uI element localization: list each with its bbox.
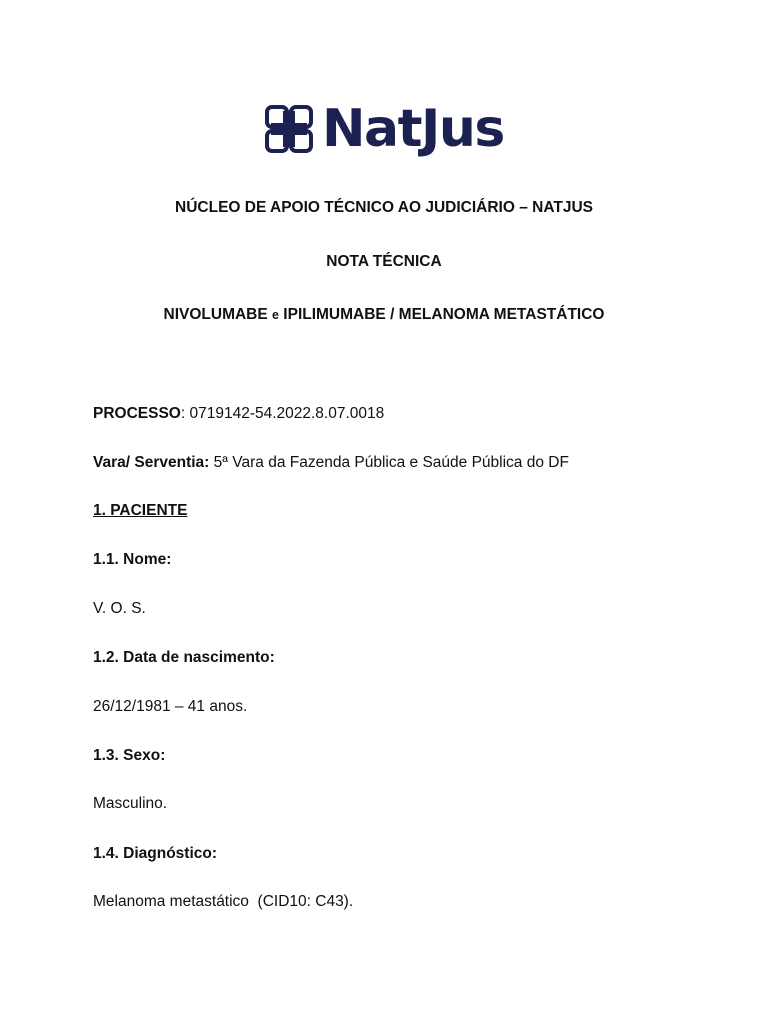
processo-line bbox=[93, 405, 384, 423]
processo-value: : 0719142-54.2022.8.07.0018 bbox=[180, 405, 385, 422]
nascimento-label: 1.2. Data de nascimento: bbox=[93, 649, 275, 666]
subject-part1: NIVOLUMABE bbox=[163, 306, 268, 323]
sexo-value: Masculino. bbox=[93, 795, 168, 812]
nome-value: V. O. S. bbox=[93, 600, 146, 617]
vara-value: 5ª Vara da Fazenda Pública e Saúde Pública do DF bbox=[209, 454, 569, 471]
sexo-label: 1.3. Sexo: bbox=[93, 747, 166, 764]
subject-conjunction: e bbox=[272, 308, 279, 322]
vara-label: Vara/ Serventia: bbox=[93, 454, 210, 471]
document-type-heading: NOTA TÉCNICA bbox=[326, 253, 442, 270]
diagnostico-label: 1.4. Diagnóstico: bbox=[93, 845, 218, 862]
subject-part2: IPILIMUMABE / MELANOMA METASTÁTICO bbox=[283, 306, 605, 323]
medical-cross-logo-icon bbox=[264, 104, 314, 154]
nascimento-value: 26/12/1981 – 41 anos. bbox=[93, 698, 248, 715]
diagnostico-value: Melanoma metastático (CID10: C43). bbox=[93, 893, 354, 910]
vara-line bbox=[93, 454, 569, 472]
processo-label: PROCESSO bbox=[93, 405, 181, 422]
logo-text: NatJus bbox=[322, 99, 504, 159]
nome-label: 1.1. Nome: bbox=[93, 551, 172, 568]
subject-heading bbox=[0, 306, 768, 324]
section-title-paciente: 1. PACIENTE bbox=[93, 502, 188, 519]
natjus-logo bbox=[264, 99, 504, 159]
org-heading: NÚCLEO DE APOIO TÉCNICO AO JUDICIÁRIO – NATJUS bbox=[175, 199, 593, 216]
